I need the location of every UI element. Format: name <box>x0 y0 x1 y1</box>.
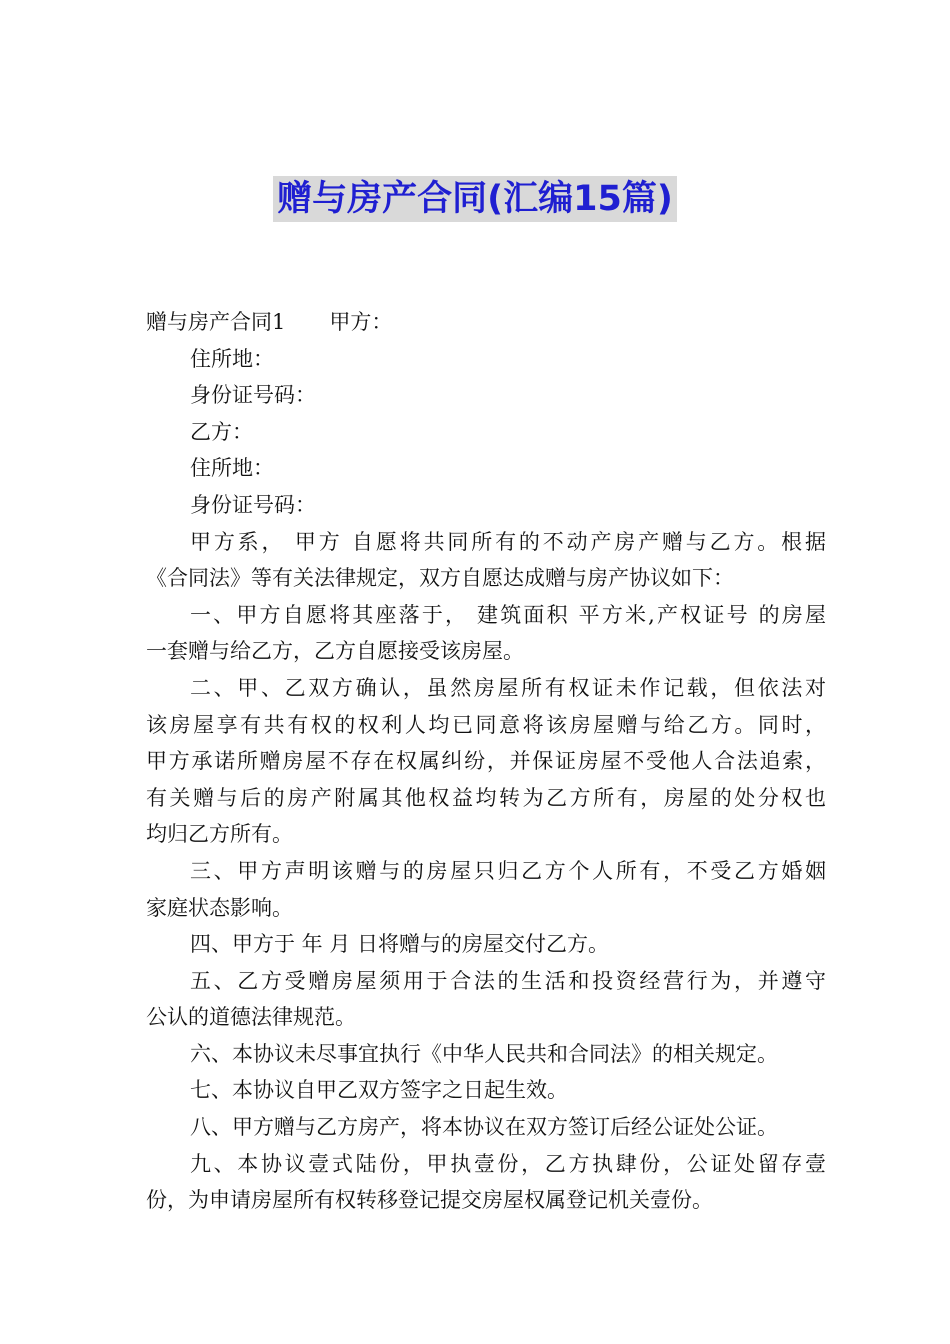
party-b-label: 乙方： <box>190 419 253 444</box>
clause-2-line-5: 均归乙方所有。 <box>146 822 293 847</box>
paragraph-intro-line-2: 《合同法》等有关法律规定，双方自愿达成赠与房产协议如下： <box>146 566 734 591</box>
clause-3-line-1: 三、甲方声明该赠与的房屋只归乙方个人所有，不受乙方婚姻 <box>190 858 826 883</box>
clause-1-line-2: 一套赠与给乙方，乙方自愿接受该房屋。 <box>146 639 524 664</box>
party-b-address: 住所地： <box>190 456 274 481</box>
clause-5-line-1: 五、乙方受赠房屋须用于合法的生活和投资经营行为，并遵守 <box>190 968 826 993</box>
clause-2-line-4: 有关赠与后的房产附属其他权益均转为乙方所有，房屋的处分权也 <box>146 785 826 810</box>
party-a-address: 住所地： <box>190 346 274 371</box>
title-container <box>0 176 950 222</box>
clause-3-line-2: 家庭状态影响。 <box>146 895 293 920</box>
clause-9-line-1: 九、本协议壹式陆份，甲执壹份，乙方执肆份，公证处留存壹 <box>190 1151 826 1176</box>
body-line-1 <box>146 304 826 341</box>
clause-2-line-3: 甲方承诺所赠房屋不存在权属纠纷，并保证房屋不受他人合法追索， <box>146 749 826 774</box>
clause-6-line-1: 六、本协议未尽事宜执行《中华人民共和合同法》的相关规定。 <box>190 1041 778 1066</box>
contract-heading-label: 赠与房产合同1 <box>146 310 286 334</box>
party-a-id: 身份证号码： <box>190 383 316 408</box>
clause-2-line-1: 二、甲、乙双方确认，虽然房屋所有权证未作记载，但依法对 <box>190 675 826 700</box>
clause-9-line-2: 份，为申请房屋所有权转移登记提交房屋权属登记机关壹份。 <box>146 1188 713 1213</box>
party-a-label: 甲方： <box>329 310 393 334</box>
clause-2-line-2: 该房屋享有共有权的权利人均已同意将该房屋赠与给乙方。同时， <box>146 712 826 737</box>
clause-4-line-1: 四、甲方于 年 月 日将赠与的房屋交付乙方。 <box>190 932 610 957</box>
clause-5-line-2: 公认的道德法律规范。 <box>146 1005 356 1030</box>
clause-1-line-1: 一、甲方自愿将其座落于， 建筑面积 平方米,产权证号 的房屋 <box>190 602 826 627</box>
document-title: 赠与房产合同(汇编15篇) <box>273 176 677 222</box>
clause-7-line-1: 七、本协议自甲乙双方签字之日起生效。 <box>190 1078 568 1103</box>
paragraph-intro-line-1: 甲方系， 甲方 自愿将共同所有的不动产房产赠与乙方。根据 <box>190 529 826 554</box>
document-body <box>146 304 826 1219</box>
clause-8-line-1: 八、甲方赠与乙方房产，将本协议在双方签订后经公证处公证。 <box>190 1115 778 1140</box>
party-b-id: 身份证号码： <box>190 492 316 517</box>
